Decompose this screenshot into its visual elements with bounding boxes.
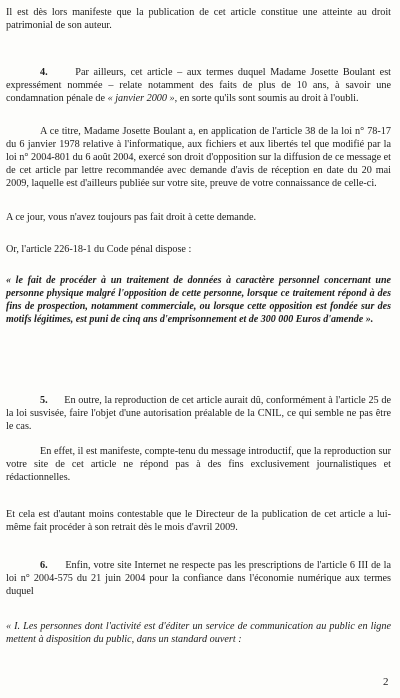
paragraph-4-date: « janvier 2000 » — [107, 93, 175, 105]
penal-code-quote — [6, 274, 391, 326]
paragraph-6 — [6, 559, 391, 598]
paragraph-opposition-text: A ce titre, Madame Josette Boulant a, en application de l'article 38 de la loi n° 78-17 du 6 janvier 1978 relative à l'informatique, aux fichiers et aux libertés tel que modifié par la loi n° 2004-801 du 6 août 2004, exercé son droit d'opposition sur la diffusion de ce message et de cet article par lettre recommandée avec demande d'avis de réception en date du 20 mai 2009, laquelle est d'ailleurs publiée sur votre site, preuve de votre connaissance de celle-ci. — [6, 126, 391, 190]
paragraph-opposition — [6, 125, 391, 190]
law-quote — [6, 620, 391, 646]
paragraph-penal-code — [6, 243, 391, 256]
section-number-5: 5. — [40, 395, 48, 406]
paragraph-4 — [6, 66, 391, 105]
paragraph-no-action-text: A ce jour, vous n'avez toujours pas fait droit à cette demande. — [6, 212, 257, 223]
paragraph-5 — [6, 394, 391, 433]
paragraph-penal-code-text: Or, l'article 226-18-1 du Code pénal dispose : — [6, 244, 192, 255]
paragraph-6-text: Enfin, votre site Internet ne respecte pas les prescriptions de l'article 6 III de la loi n° 2004-575 du 21 juin 2004 pour la confiance dans l'économie numérique aux termes duquel — [6, 560, 391, 598]
paragraph-5-text: En outre, la reproduction de cet article aurait dû, conformément à l'article 25 de la loi susvisée, faire l'objet d'une autorisation préalable de la CNIL, ce qui semble ne pas être le cas. — [6, 395, 392, 433]
section-number-4: 4. — [40, 67, 48, 78]
paragraph-intro — [6, 6, 391, 32]
paragraph-withdrawal-text: Et cela est d'autant moins contestable que le Directeur de la publication de cet article a lui-même fait procéder à son retrait dès le mois d'avril 2009. — [6, 509, 391, 534]
section-number-6: 6. — [40, 560, 48, 571]
penal-code-quote-text: « le fait de procéder à un traitement de données à caractère personnel concernant une personne physique malgré l'opposition de cette personne, lorsque ce traitement répond à des fins de prospection, notamment commerciale, ou lorsque cette opposition est fondée sur des motifs légitimes, est puni de cinq ans d'emprisonnement et de 300 000 Euros d'amende ». — [6, 275, 391, 326]
paragraph-4-text-a: Par ailleurs, cet article – aux termes duquel Madame Josette Boulant est expressément nommée – relate notamment des faits de plus de 10 ans, à savoir une condamnation pénale de — [6, 67, 391, 105]
paragraph-journalistic-text: En effet, il est manifeste, compte-tenu du message introductif, que la reproduction sur votre site de cet article ne répond pas à des fins exclusivement journalistiques et rédactionnelles. — [6, 446, 391, 484]
law-quote-text: « I. Les personnes dont l'activité est d'éditer un service de communication au public en ligne mettent à disposition du public, dans un standard ouvert : — [6, 621, 391, 646]
paragraph-no-action — [6, 211, 391, 224]
paragraph-4-text-b: , en sorte qu'ils sont soumis au droit à l'oubli. — [174, 93, 359, 105]
paragraph-journalistic — [6, 445, 391, 484]
paragraph-intro-text: Il est dès lors manifeste que la publication de cet article constitue une atteinte au droit patrimonial de son auteur. — [6, 7, 391, 32]
paragraph-withdrawal — [6, 508, 391, 534]
page-number: 2 — [383, 676, 389, 688]
